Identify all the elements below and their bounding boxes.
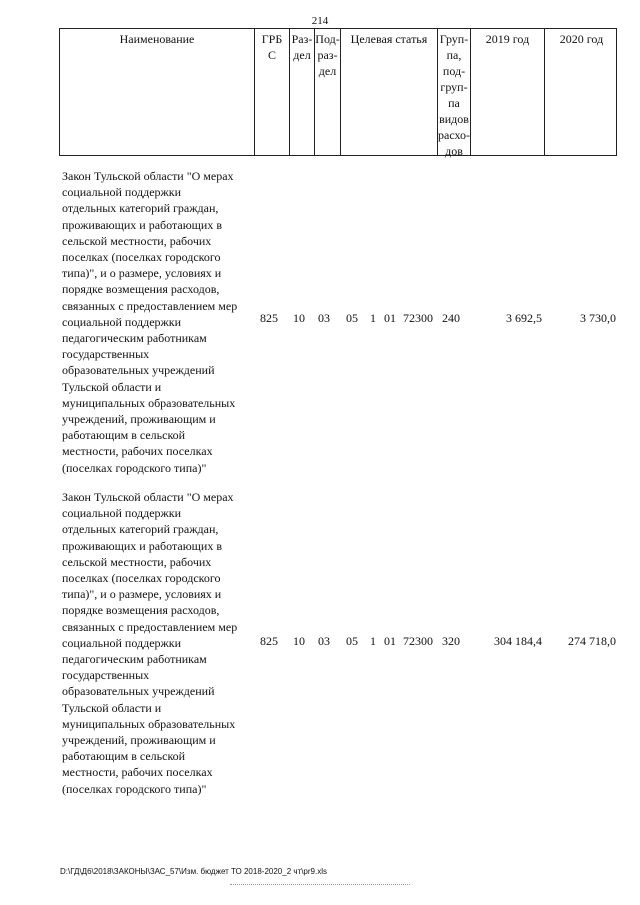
row-year-2019: 304 184,4 xyxy=(494,634,542,648)
header-grbs: ГРБ С xyxy=(254,29,289,155)
row-target-subprogram: 1 xyxy=(370,634,376,648)
row-year-2019: 3 692,5 xyxy=(506,311,542,325)
row-target-main-event: 01 xyxy=(384,311,396,325)
row-razdel: 10 xyxy=(293,634,305,648)
header-year-2019: 2019 год xyxy=(470,29,544,155)
file-path-footer: D:\ГД\Д6\2018\ЗАКОНЫ\ЗАС_57\Изм. бюджет ТО 2018-2020_2 чт\pr9.xls xyxy=(60,867,327,876)
row-grbs: 825 xyxy=(260,634,278,648)
header-podrazdel: Под- раз- дел xyxy=(314,29,340,155)
row-name: Закон Тульской области "О мерах социальной поддержки отдельных категорий граждан, проживающих и работающих в сельской местности, рабочих поселках (поселках городского типа)", и о размере, условиях и порядке возмещения расходов, связанных с предоставлением мер социальной поддержки педагогическим работникам государственных образовательных учреждений Тульской области и муниципальных образовательных учреждений, проживающим и работающим в сельской местности, рабочих поселках (поселках городского типа)" xyxy=(62,169,238,475)
row-target-program: 05 xyxy=(346,311,358,325)
header-target: Целевая статья xyxy=(340,29,437,155)
header-name: Наименование xyxy=(119,32,195,46)
table-row xyxy=(59,489,617,799)
table-row xyxy=(59,168,617,478)
header-year-2020: 2020 год xyxy=(544,29,618,155)
row-name: Закон Тульской области "О мерах социальной поддержки отдельных категорий граждан, проживающих и работающих в сельской местности, рабочих поселках (поселках городского типа)", и о размере, условиях и порядке возмещения расходов, связанных с предоставлением мер социальной поддержки педагогическим работникам государственных образовательных учреждений Тульской области и муниципальных образовательных учреждений, проживающим и работающим в сельской местности, рабочих поселках (поселках городского типа)" xyxy=(62,490,238,796)
row-target-subprogram: 1 xyxy=(370,311,376,325)
row-year-2020: 274 718,0 xyxy=(568,634,616,648)
header-razdel: Раз- дел xyxy=(289,29,314,155)
scan-artifact-line xyxy=(230,884,410,885)
row-target-direction: 72300 xyxy=(403,634,433,648)
row-target-direction: 72300 xyxy=(403,311,433,325)
row-group: 320 xyxy=(442,634,460,648)
page-number: 214 xyxy=(311,15,329,27)
row-grbs: 825 xyxy=(260,311,278,325)
row-group: 240 xyxy=(442,311,460,325)
row-podrazdel: 03 xyxy=(318,311,330,325)
row-target-program: 05 xyxy=(346,634,358,648)
row-target-main-event: 01 xyxy=(384,634,396,648)
header-group: Груп- па, под- груп- па видов расхо- дов xyxy=(437,29,470,155)
row-podrazdel: 03 xyxy=(318,634,330,648)
row-year-2020: 3 730,0 xyxy=(580,311,616,325)
table-header xyxy=(59,28,617,156)
row-razdel: 10 xyxy=(293,311,305,325)
